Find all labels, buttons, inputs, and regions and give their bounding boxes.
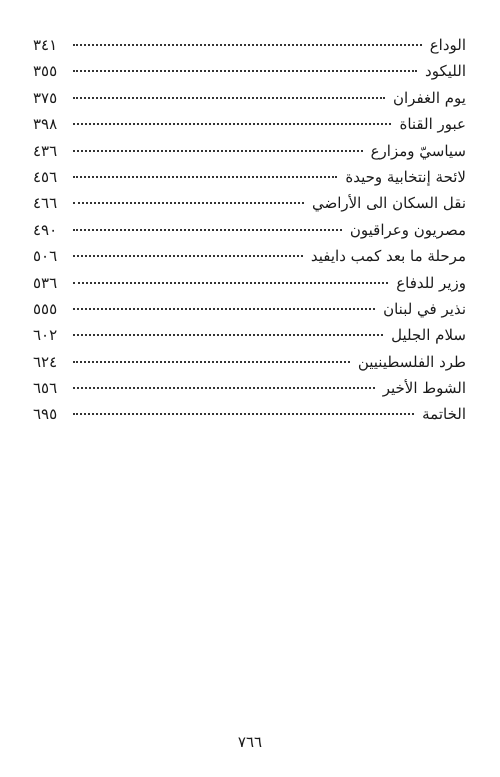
toc-entry-page: ٤٥٦ [33,167,58,186]
toc-entry-page: ٤٩٠ [33,220,58,239]
dot-leader [73,70,417,72]
toc-entry [33,164,466,190]
toc-entry [33,138,466,164]
toc-entry-title: سياسيّ ومزارع [370,141,466,160]
toc-entry-title: مصريون وعراقيون [349,220,466,239]
toc-entry-title: الوداع [429,36,466,54]
toc-entry [33,111,466,137]
dot-leader [73,334,383,336]
toc-entry-page: ٥٥٥ [33,299,58,318]
toc-entry [33,270,466,296]
dot-leader [73,413,414,415]
toc-entry [33,190,466,216]
dot-leader [73,176,337,178]
toc-entry-page: ٣٤١ [33,36,58,54]
toc-entry-title: يوم الغفران [392,88,466,107]
toc-entry-page: ٦٢٤ [33,352,58,371]
toc-entry-page: ٣٧٥ [33,88,58,107]
toc-entry-title: سلام الجليل [391,326,466,345]
toc-entry-title: نذير في لبنان [383,299,466,318]
toc-entry [33,58,466,84]
toc-entry-page: ٣٩٨ [33,115,58,134]
table-of-contents [33,32,466,428]
toc-entry-page: ٤٣٦ [33,141,58,160]
toc-entry-title: لائحة إنتخابية وحيدة [345,167,466,186]
toc-entry-title: وزير للدفاع [396,273,466,292]
dot-leader [73,44,422,46]
dot-leader [73,282,388,284]
toc-entry-title: مرحلة ما بعد كمب دايفيد [310,247,466,266]
dot-leader [73,150,363,152]
toc-entry-title: نقل السكان الى الأراضي [311,194,466,213]
toc-entry-title: طرد الفلسطينيين [357,352,466,371]
toc-entry-page: ٥٣٦ [33,273,58,292]
dot-leader [73,308,375,310]
toc-entry [33,217,466,243]
toc-entry-page: ٥٠٦ [33,247,58,266]
toc-entry [33,322,466,348]
dot-leader [73,202,304,204]
dot-leader [73,255,303,257]
page-number: ٧٦٦ [237,733,263,751]
toc-entry-page: ٣٥٥ [33,62,58,81]
toc-entry [33,349,466,375]
dot-leader [73,123,391,125]
toc-entry-page: ٦٩٥ [33,405,58,424]
toc-entry-title: عبور القناة [399,115,466,134]
toc-entry-title: الليكود [425,62,466,81]
toc-entry [33,375,466,401]
toc-entry-page: ٦٥٦ [33,379,58,398]
toc-entry-title: الخاتمة [422,405,466,424]
toc-entry-page: ٤٦٦ [33,194,58,213]
toc-entry [33,401,466,427]
toc-entry [33,85,466,111]
toc-entry [33,296,466,322]
toc-entry-page: ٦٠٢ [33,326,58,345]
toc-entry [33,32,466,58]
dot-leader [73,229,342,231]
dot-leader [73,387,375,389]
toc-entry [33,243,466,269]
toc-entry-title: الشوط الأخير [382,379,466,398]
dot-leader [73,361,350,363]
dot-leader [73,97,385,99]
